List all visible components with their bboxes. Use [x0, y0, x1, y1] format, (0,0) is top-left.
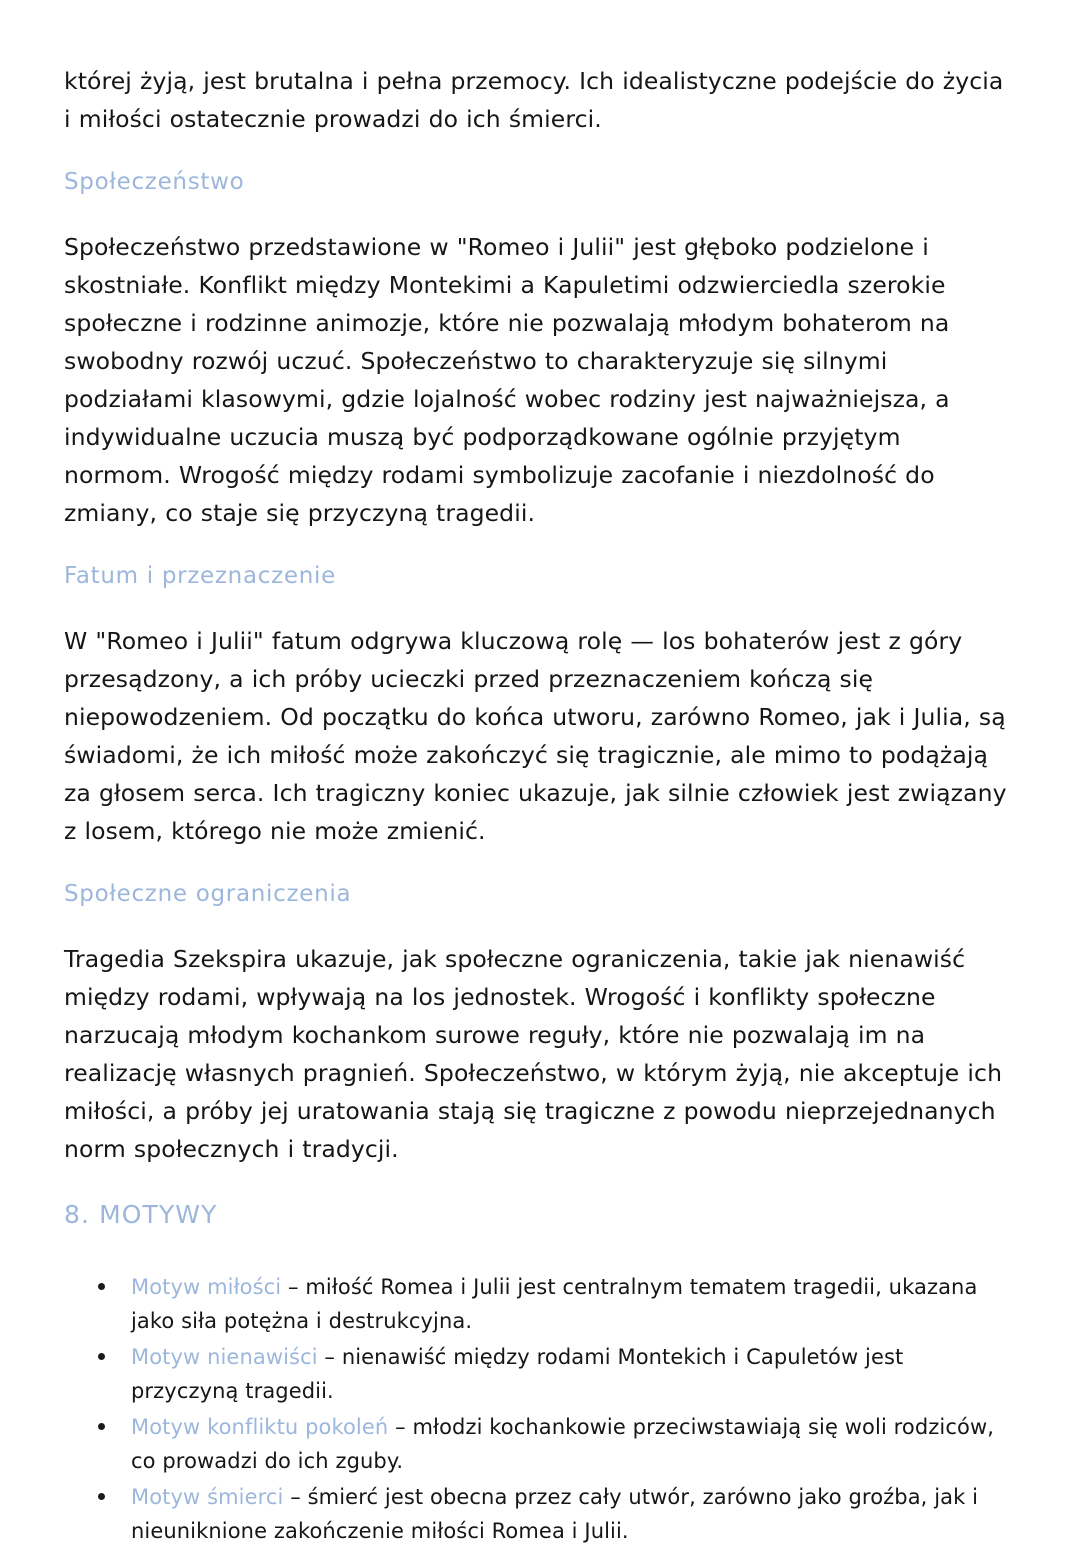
motyw-separator: – — [388, 1415, 413, 1439]
motyw-term: Motyw śmierci — [131, 1485, 284, 1509]
subheading-spoleczenstwo: Społeczeństwo — [64, 169, 245, 195]
motyw-description: młodzi kochankowie przeciwstawiają się woli rodziców, co prowadzi do ich zguby. — [131, 1415, 995, 1473]
paragraph-fatum-i-przeznaczenie: W "Romeo i Julii" fatum odgrywa kluczową rolę — los bohaterów jest z góry przesądzony, a ich próby ucieczki przed przeznaczeniem kończą się niepowodzeniem. Od początku do końca utworu, zarówno Romeo, jak i Julia, są świadomi, że ich miłość może zakończyć się tragicznie, ale mimo to podążają za głosem serca. Ich tragiczny koniec ukazuje, jak silnie człowiek jest związany z losem, którego nie może zmienić. — [64, 627, 1007, 845]
motyw-description: śmierć jest obecna przez cały utwór, zarówno jako groźba, jak i nieuniknione zakończenie miłości Romea i Julii. — [131, 1485, 979, 1543]
list-item — [64, 1480, 1008, 1548]
section-fatum-heading-block — [64, 560, 1008, 592]
motyw-separator: – — [281, 1275, 306, 1299]
motyw-separator: – — [317, 1345, 342, 1369]
document-body — [64, 62, 1008, 1548]
motyw-description: miłość Romea i Julii jest centralnym tematem tragedii, ukazana jako siła potężna i destrukcyjna. — [131, 1275, 978, 1333]
paragraph-spoleczne-ograniczenia: Tragedia Szekspira ukazuje, jak społeczne ograniczenia, takie jak nienawiść między rodami, wpływają na los jednostek. Wrogość i konflikty społeczne narzucają młodym kochankom surowe reguły, które nie pozwalają im na realizację własnych pragnień. Społeczeństwo, w którym żyją, nie akceptuje ich miłości, a próby jej uratowania stają się tragiczne z powodu nieprzejednanych norm społecznych i tradycji. — [64, 945, 1003, 1163]
list-item — [64, 1410, 1008, 1478]
motyw-term: Motyw nienawiści — [131, 1345, 318, 1369]
section-heading-motywy: 8. MOTYWY — [64, 1200, 218, 1229]
motyw-separator: – — [283, 1485, 308, 1509]
subheading-spoleczne-ograniczenia: Społeczne ograniczenia — [64, 881, 352, 907]
motyw-term: Motyw konfliktu pokoleń — [131, 1415, 389, 1439]
paragraph-spoleczenstwo: Społeczeństwo przedstawione w "Romeo i Julii" jest głęboko podzielone i skostniałe. Konflikt między Montekimi a Kapuletimi odzwierciedla szerokie społeczne i rodzinne animozje, które nie pozwalają młodym bohaterom na swobodny rozwój uczuć. Społeczeństwo to charakteryzuje się silnymi podziałami klasowymi, gdzie lojalność wobec rodziny jest najważniejsza, a indywidualne uczucia muszą być podporządkowane ogólnie przyjętym normom. Wrogość między rodami symbolizuje zacofanie i niezdolność do zmiany, co staje się przyczyną tragedii. — [64, 233, 950, 527]
section-spoleczenstwo-heading-block — [64, 166, 1008, 198]
bullet-icon — [98, 1353, 105, 1360]
bullet-icon — [98, 1493, 105, 1500]
motywy-list — [64, 1270, 1008, 1548]
list-item — [64, 1270, 1008, 1338]
bullet-icon — [98, 1423, 105, 1430]
subheading-fatum-i-przeznaczenie: Fatum i przeznaczenie — [64, 563, 336, 589]
bullet-icon — [98, 1283, 105, 1290]
list-item — [64, 1340, 1008, 1408]
section-spoleczne-ograniczenia-heading-block — [64, 878, 1008, 910]
intro-paragraph: której żyją, jest brutalna i pełna przemocy. Ich idealistyczne podejście do życia i miłości ostatecznie prowadzi do ich śmierci. — [64, 67, 1004, 133]
motyw-description: nienawiść między rodami Montekich i Capuletów jest przyczyną tragedii. — [131, 1345, 904, 1403]
motyw-term: Motyw miłości — [131, 1275, 282, 1299]
